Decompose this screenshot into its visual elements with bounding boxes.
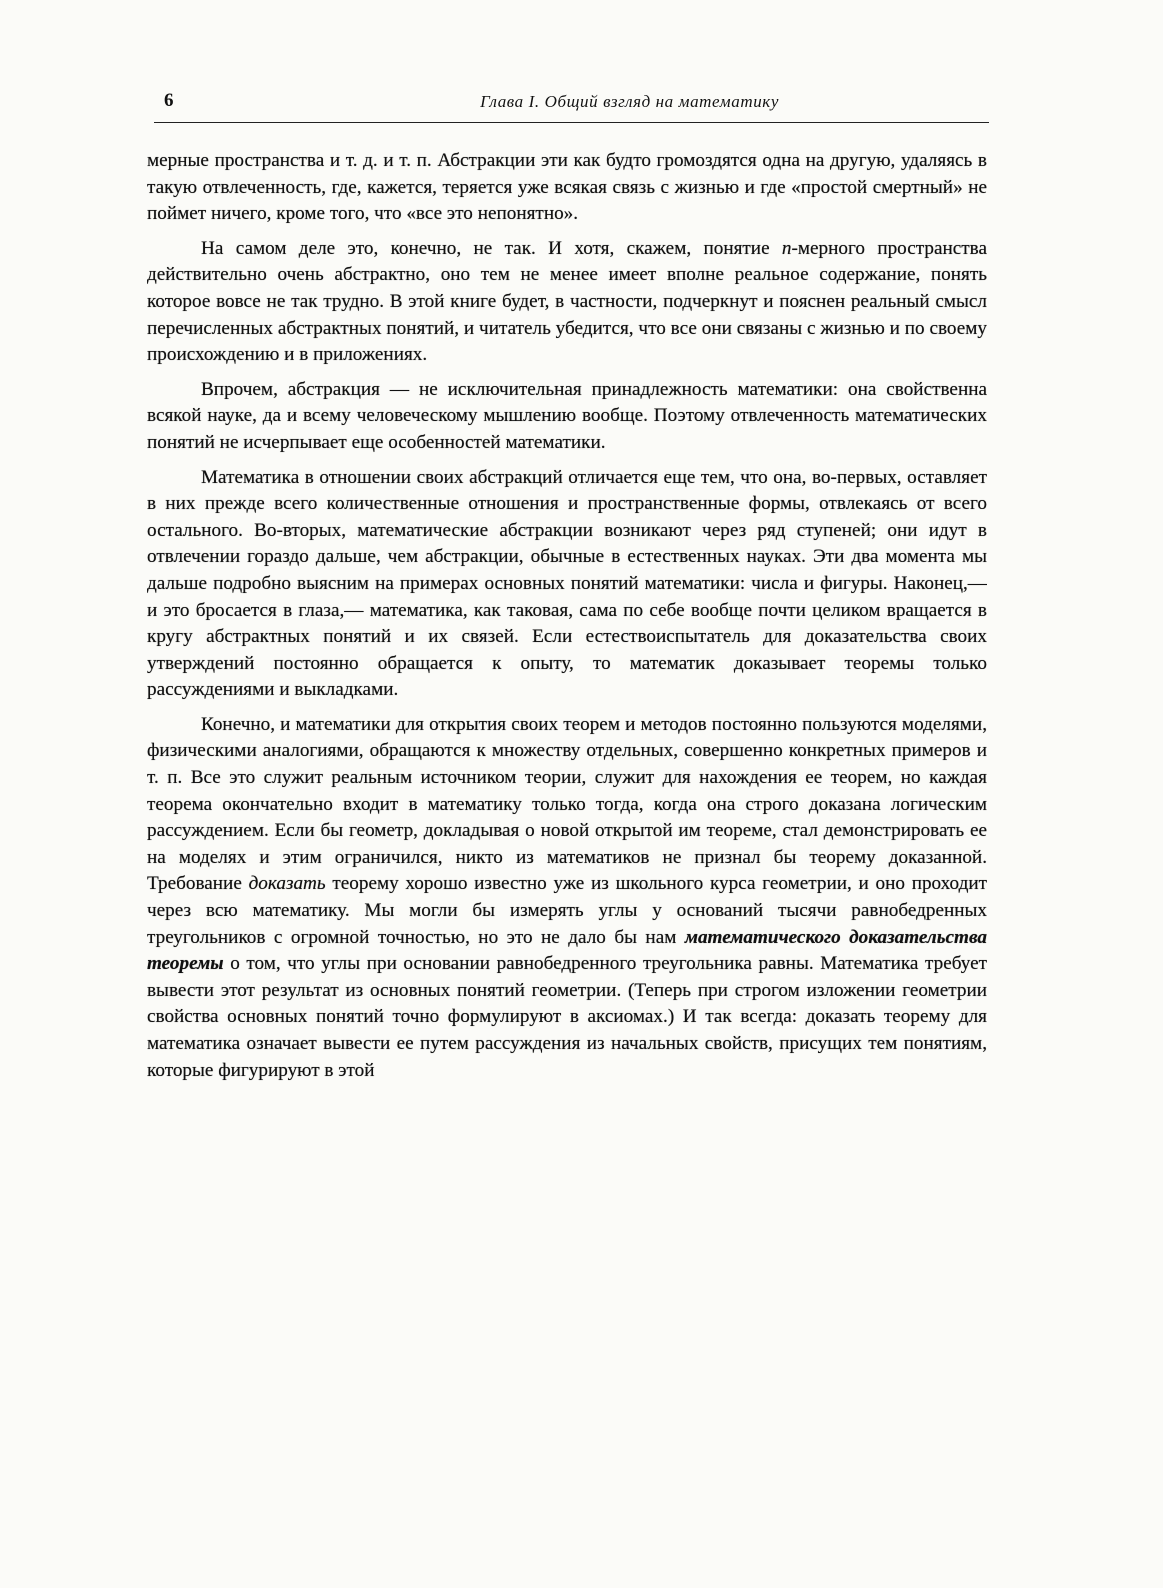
paragraph (147, 465, 987, 704)
text-segment: теорему хорошо известно уже из школьного курса геометрии, и оно проходит через всю математику. Мы могли бы измерять углы у оснований тысячи равнобедренных треугольников с огромной точностью, но это не дало бы нам (147, 873, 987, 948)
text-segment: -мерного пространства действительно очень абстрактно, оно тем не менее имеет вполне реальное содержание, понять которое вовсе не так трудно. В этой книге будет, в частности, подчеркнут и пояснен реальный смысл перечисленных абстрактных понятий, и читатель убедится, что все они связаны с жизнью и по своему происхождению и в приложениях. (147, 237, 987, 366)
italic-term: доказать (248, 873, 326, 895)
text-segment: Математика в отношении своих абстракций отличается еще тем, что она, во-первых, оставляет в них прежде всего количественные отношения и пространственные формы, отвлекаясь от всего остального. Во-вторых, математические абстракции возникают через ряд ступеней; они идут в отвлечении гораздо дальше, чем абстракции, обычные в естественных науках. Эти два момента мы дальше подробно выясним на примерах основных понятий математики: числа и фигуры. Наконец,— и это бросается в глаза,— математика, как таковая, сама по себе вообще почти целиком вращается в кругу абстрактных понятий и их связей. Если естествоиспытатель для доказательства своих утверждений постоянно обращается к опыту, то математик доказывает теоремы только рассуждениями и выкладками. (147, 466, 987, 701)
page-header (154, 88, 989, 123)
text-segment: Впрочем, абстракция — не исключительная принадлежность математики: она свойственна всякой науке, да и всему человеческому мышлению вообще. Поэтому отвлеченность математических понятий не исчерпывает еще особенностей математики. (147, 378, 987, 453)
emphasized-phrase: математического доказательства теоремы (147, 926, 987, 975)
text-segment: о том, что углы при основании равнобедренного треугольника равны. Математика требует вывести этот результат из основных понятий геометрии. (Теперь при строгом изложении геометрии свойства основных понятий точно формулируют в аксиомах.) И так всегда: доказать теорему для математика означает вывести ее путем рассуждения из начальных свойств, присущих тем понятиям, которые фигурируют в этой (147, 953, 987, 1081)
text-segment: На самом деле это, конечно, не так. И хотя, скажем, понятие (201, 237, 782, 259)
paragraph (147, 148, 987, 228)
text-segment: мерные пространства и т. д. и т. п. Абстракции эти как будто громоздятся одна на другую, удаляясь в такую отвлеченность, где, кажется, теряется уже всякая связь с жизнью и где «простой смертный» не поймет ничего, кроме того, что «все это непонятно». (147, 150, 987, 225)
page-number: 6 (164, 90, 174, 111)
paragraph (147, 712, 987, 1084)
paragraph (147, 377, 987, 457)
italic-term: n (781, 237, 792, 259)
body-text (147, 148, 987, 1448)
text-segment: Конечно, и математики для открытия своих теорем и методов постоянно пользуются моделями, физическими аналогиями, обращаются к множеству отдельных, совершенно конкретных примеров и т. п. Все это служит реальным источником теории, служит для нахождения ее теорем, но каждая теорема окончательно входит в математику только тогда, когда она строго доказана логическим рассуждением. Если бы геометр, докладывая о новой открытой им теореме, стал демонстрировать ее на моделях и этим ограничился, никто из математиков не признал бы теорему доказанной. Требование (147, 713, 987, 895)
running-title: Глава I. Общий взгляд на математику (480, 92, 779, 111)
paragraph (147, 236, 987, 369)
